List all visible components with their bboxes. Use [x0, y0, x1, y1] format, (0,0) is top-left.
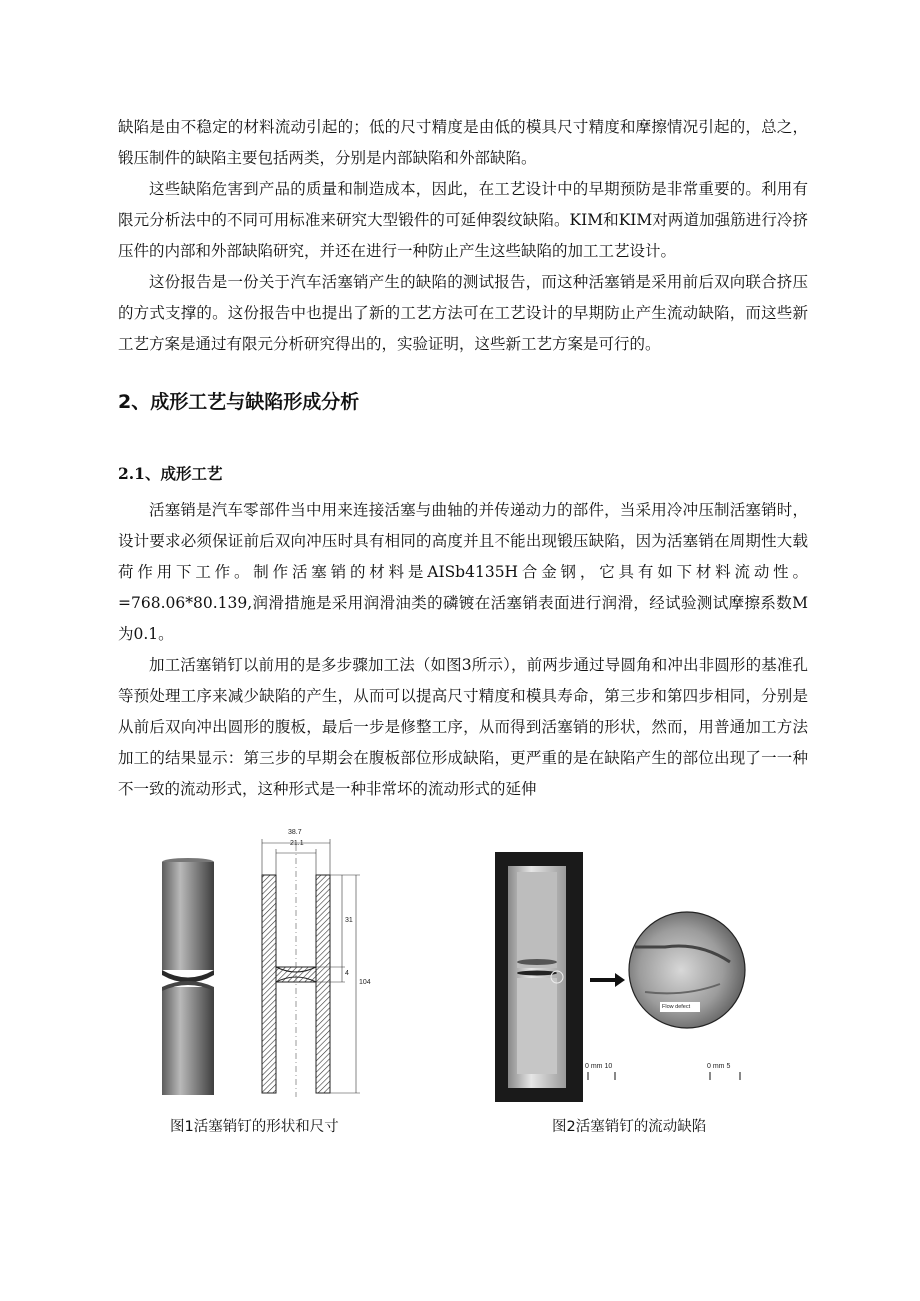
- section-heading-2-1: 2.1、成形工艺: [118, 464, 223, 483]
- dimension-web-thickness: 4: [345, 970, 349, 977]
- paragraph-defect-causes: 缺陷是由不稳定的材料流动引起的；低的尺寸精度是由低的模具尺寸精度和摩擦情况引起的，总之，锻压制件的缺陷主要包括两类，分别是内部缺陷和外部缺陷。: [118, 118, 808, 167]
- paragraph-piston-pin: 活塞销是汽车零部件当中用来连接活塞与曲轴的并传递动力的部件，当采用冷冲压制活塞销时，设计要求必须保证前后双向冲压时具有相同的高度并且不能出现锻压缺陷，因为活塞销在周期性大载荷作用下工作。制作活塞销的材料是AISb4135H合金钢，它具有如下材料流动性。=768.06*80.139,润滑措施是采用润滑油类的磷镀在活塞销表面进行润滑，经试验测试摩擦系数M为0.1。: [118, 501, 808, 643]
- paragraph-report-intro: 这份报告是一份关于汽车活塞销产生的缺陷的测试报告，而这种活塞销是采用前后双向联合挤压的方式支撑的。这份报告中也提出了新的工艺方法可在工艺设计的早期防止产生流动缺陷，而这些新工艺方案是通过有限元分析研究得出的，实验证明，这些新工艺方案是可行的。: [118, 273, 808, 353]
- section-heading-2: 2、成形工艺与缺陷形成分析: [118, 391, 360, 413]
- figure-1-drawing: [150, 825, 390, 1100]
- flow-defect-label: Flow defect: [662, 1004, 691, 1010]
- scale-bar-right: 0 mm 5: [707, 1063, 731, 1070]
- dimension-total-length: 104: [359, 979, 371, 986]
- figure-2-photo: [495, 852, 780, 1102]
- figure-2-caption: 图2活塞销钉的流动缺陷: [552, 1119, 707, 1135]
- paragraph-process: 加工活塞销钉以前用的是多步骤加工法（如图3所示），前两步通过导圆角和冲出非圆形的基准孔等预处理工序来减少缺陷的产生，从而可以提高尺寸精度和模具寿命，第三步和第四步相同，分别是从前后双向冲出圆形的腹板，最后一步是修整工序，从而得到活塞销的形状，然而，用普通加工方法加工的结果显示：第三步的早期会在腹板部位形成缺陷，更严重的是在缺陷产生的部位出现了一一种不一致的流动形式，这种形式是一种非常坏的流动形式的延伸: [118, 656, 808, 798]
- figure-1-piston-pin-shape: [150, 825, 390, 1100]
- dimension-outer-diameter: 38.7: [288, 829, 302, 836]
- dimension-upper-length: 31: [345, 917, 353, 924]
- scale-bar-left: 0 mm 10: [585, 1063, 613, 1070]
- dimension-inner-diameter: 21.1: [290, 840, 304, 847]
- figure-1-caption: 图1活塞销钉的形状和尺寸: [170, 1119, 339, 1135]
- figure-2-flow-defect: [495, 852, 780, 1102]
- paragraph-prevention: 这些缺陷危害到产品的质量和制造成本，因此，在工艺设计中的早期预防是非常重要的。利用有限元分析法中的不同可用标准来研究大型锻件的可延伸裂纹缺陷。KIM和KIM对两道加强筋进行冷挤压件的内部和外部缺陷研究，并还在进行一种防止产生这些缺陷的加工工艺设计。: [118, 180, 808, 260]
